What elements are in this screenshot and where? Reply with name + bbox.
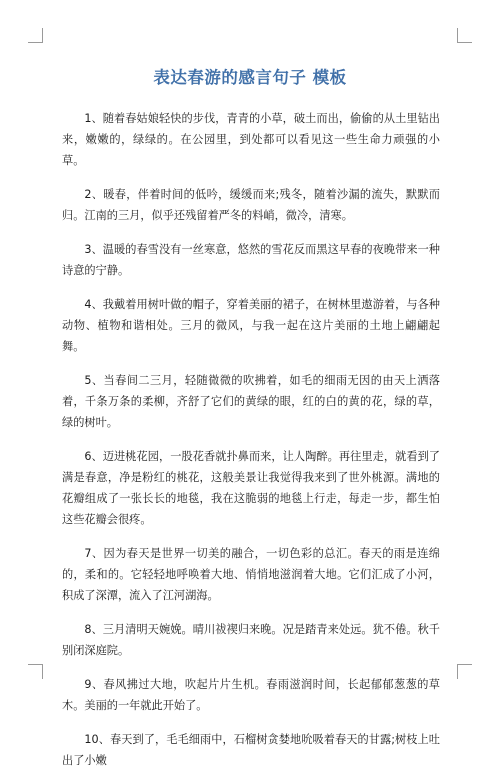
paragraph: 8、三月清明天婉娩。晴川祓禊归来晚。况是踏青来处远。犹不倦。秋千别闭深庭院。 xyxy=(62,623,440,657)
paragraph: 1、随着春姑娘轻快的步伐，青青的小草，破土而出，偷偷的从土里钻出来，嫩嫩的，绿绿的。在公园里，到处都可以看见这一些生命力顽强的小草。 xyxy=(62,112,440,167)
paragraph: 4、我戴着用树叶做的帽子，穿着美丽的裙子，在树林里遨游着，与各种动物、植物和谐相处。三月的微风，与我一起在这片美丽的土地上翩翩起舞。 xyxy=(62,298,440,353)
crop-mark-bottom-left xyxy=(28,664,43,679)
paragraph: 6、迈进桃花园，一股花香就扑鼻而来，让人陶醉。再往里走，就看到了满是春意，净是粉红的桃花，这般美景让我觉得我来到了世外桃源。满地的花瓣组成了一张长长的地毯，我在这脆弱的地毯上行走，每走一步，都生怕这些花瓣会很疼。 xyxy=(62,450,440,526)
paragraph: 2、暖春，伴着时间的低吟，缓缓而来;残冬，随着沙漏的流失，默默而归。江南的三月，似乎还残留着严冬的料峭，微冷，清寒。 xyxy=(62,188,440,222)
crop-mark-top-left xyxy=(28,28,43,43)
document-body xyxy=(62,108,440,784)
paragraph: 9、春风拂过大地，吹起片片生机。春雨滋润时间，长起郁郁葱葱的草木。美丽的一年就此开始了。 xyxy=(62,678,440,712)
paragraph: 10、春天到了，毛毛细雨中，石榴树贪婪地吮吸着春天的甘露;树枝上吐出了小嫩 xyxy=(62,733,440,767)
paragraph: 3、温暖的春雪没有一丝寒意，悠然的雪花反而黑这早春的夜晚带来一种诗意的宁静。 xyxy=(62,243,440,277)
paragraph: 7、因为春天是世界一切美的融合，一切色彩的总汇。春天的雨是连绵的，柔和的。它轻轻地呼唤着大地、悄悄地滋润着大地。它们汇成了小河，积成了深潭，流入了江河湖海。 xyxy=(62,547,440,602)
crop-mark-top-right xyxy=(457,28,472,43)
crop-mark-bottom-right xyxy=(457,664,472,679)
document-title: 表达春游的感言句子 模板 xyxy=(153,68,347,87)
paragraph: 5、当春间二三月，轻随微微的吹拂着，如毛的细雨无因的由天上洒落着，千条万条的柔柳，齐舒了它们的黄绿的眼，红的白的黄的花，绿的草，绿的树叶。 xyxy=(62,374,440,429)
